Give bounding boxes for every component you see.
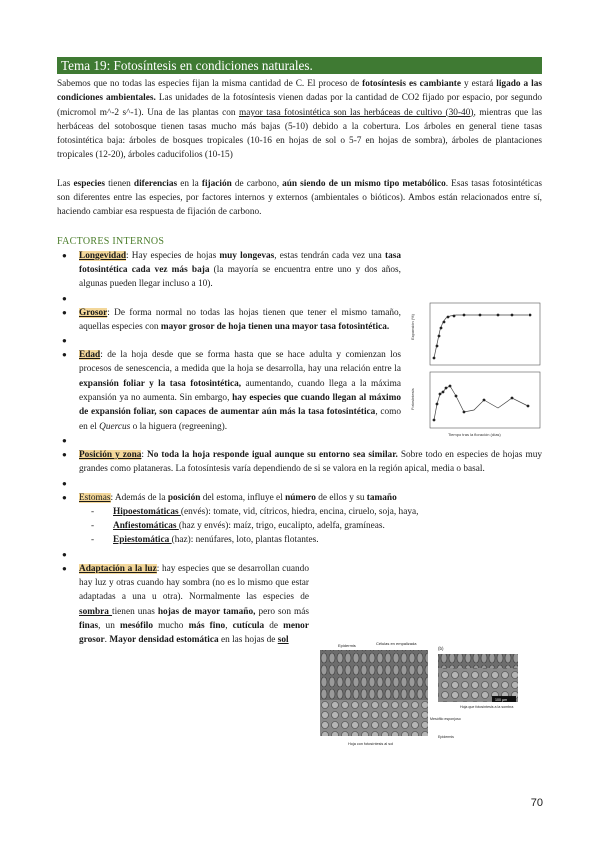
text: mayor grosor de hoja tienen una mayor tasa fotosintética.: [160, 321, 390, 332]
text: Sobre todo en especies de hojas muy grandes como plataneras. La fotosíntesis varía dependiendo de si se valora en la región apical, media o basal.: [79, 449, 542, 475]
text: Las: [57, 178, 74, 189]
text: de ellos y su: [315, 492, 367, 503]
text: : De forma normal no todas las hojas tienen que tener el mismo tamaño, aquellas especies con: [79, 307, 401, 332]
text: Mayor densidad estomática: [109, 635, 219, 646]
point: [443, 321, 446, 324]
text: aún siendo de un mismo tipo metabólico: [282, 178, 446, 189]
text: en la: [177, 178, 202, 189]
text: hojas de mayor tamaño,: [157, 606, 256, 617]
stomata-type: [91, 505, 542, 519]
point: [433, 357, 436, 360]
label-palisade: Células en empalizada: [376, 641, 417, 646]
text: . Esas tasas fotosintéticas son diferentes entre las especies, por factores internos y externos (ambientales o bióticos). Ambos están relacionados entre sí, haciendo cambiar esa respuesta de fijación de carbono.: [57, 178, 543, 218]
point: [436, 403, 439, 406]
text: hay especies que cuando llegan al máximo de expansión foliar, son capaces de aumentar aún más la tasa fotosintética: [79, 393, 401, 418]
text: cutícula: [232, 620, 265, 631]
list-item-longevidad: [57, 249, 401, 292]
text: aumentando, cuando llega a la máxima expansión ya no aumenta. Sin embargo,: [79, 378, 401, 404]
point: [463, 411, 466, 414]
text: expansión foliar y la tasa fotosintética,: [79, 378, 242, 389]
point: [438, 335, 441, 338]
text: : de la hoja desde que se forma hasta que se hace adulta y comienzan los procesos de senescencia, a medida que la hoja se desarrolla, hay una relación entre la: [79, 350, 401, 375]
text: : hay especies que se desarrollan cuando hay luz y otras cuando hay sombra (no es lo mismo que estar adaptadas a una u otra). Normalmente las especies de: [79, 563, 309, 603]
point: [479, 314, 482, 317]
point: [445, 387, 448, 390]
point: [497, 314, 500, 317]
plot-frame: [430, 303, 540, 365]
text: tasa fotosintética cada vez más baja: [79, 250, 401, 275]
text: y estará: [461, 79, 497, 89]
text: menor grosor: [79, 620, 309, 646]
text: fotosíntesis es cambiante: [362, 79, 462, 89]
term: Edad: [79, 350, 101, 361]
label-b: (b): [438, 646, 444, 651]
text: Sabemos que no todas las especies fijan la misma cantidad de C. El proceso de: [57, 79, 363, 89]
text: (haz y envés): maíz, trigo, eucalipto, adelfa, gramíneas.: [178, 521, 385, 532]
text: : Además de la: [110, 492, 168, 503]
text: ,: [225, 620, 233, 631]
text: diferencias: [133, 178, 178, 189]
label-scale: 100 µm: [495, 698, 508, 702]
text: sol: [277, 635, 289, 646]
text: .: [104, 635, 110, 646]
term: Grosor: [79, 307, 108, 318]
text: , mientras que las herbáceas del sotobosque tienen tasas mucho más bajas (5-10) debido a la cobertura. Los árboles en general tiene tasas fotosintética baja: árboles de bosques tropicales (10-16 en hojas de sol o 5-7 en hojas de sombra), árboles de plantaciones tropicales (12-20), árboles caducifolios (10-15): [57, 107, 542, 161]
leaf-expansion-figure: [408, 300, 543, 440]
text: posición: [167, 492, 201, 503]
stomata-type: [91, 533, 542, 547]
points: [433, 314, 532, 360]
curve: [434, 386, 528, 420]
point: [511, 397, 514, 400]
text: tienen unas: [112, 606, 158, 617]
intro-paragraph-1: [57, 77, 542, 163]
text: , estas tendrán cada vez una: [274, 250, 385, 261]
text: fijación: [201, 178, 232, 189]
axis-label-y2: Fotosíntesis: [410, 388, 415, 410]
point: [433, 419, 436, 422]
term: Adaptación a la luz: [79, 563, 157, 574]
text: :: [141, 449, 148, 460]
point: [453, 315, 456, 318]
spacer: [57, 477, 542, 491]
point: [440, 327, 443, 330]
text: (haz): nenúfares, loto, plantas flotantes.: [171, 535, 319, 546]
stomata-types: [79, 505, 542, 548]
text: en las hojas de: [218, 635, 278, 646]
text: mesófilo: [119, 620, 154, 631]
point: [442, 391, 445, 394]
text: , un: [98, 620, 120, 631]
point: [436, 345, 439, 348]
text: pero son más: [255, 606, 309, 617]
axis-label-x: Tiempo tras la floración (días): [448, 432, 501, 437]
text: especies: [73, 178, 106, 189]
leaf-micrograph-figure: [320, 640, 520, 750]
text: Quercus: [99, 421, 131, 432]
point: [449, 385, 452, 388]
sun-leaf-spongy: [320, 700, 428, 736]
text: tamaño: [366, 492, 397, 503]
lower-plot: [410, 372, 540, 437]
label-mesophyll: Mesófilo esponjoso: [430, 717, 461, 721]
text: sombra: [79, 606, 113, 617]
text: mucho: [153, 620, 189, 631]
term: Longevidad: [79, 250, 127, 261]
text: número: [285, 492, 316, 503]
text: tienen: [105, 178, 134, 189]
stomata-type: [91, 519, 542, 533]
text: muy longevas: [219, 250, 275, 261]
label-sun-leaf: Hoja con fotosíntesis al sol: [348, 742, 394, 746]
list-item-posicion: [57, 448, 542, 477]
intro-paragraph-2: [57, 177, 542, 220]
upper-plot: [410, 303, 540, 365]
point: [529, 314, 532, 317]
text: mayor tasa fotosintética son las herbáceas de cultivo (30-40): [239, 107, 474, 118]
text: Epiestomática: [113, 535, 172, 546]
term: Estomas: [79, 492, 111, 503]
point: [447, 316, 450, 319]
text: (envés): tomate, vid, cítricos, hiedra, encina, ciruelo, soja, haya,: [180, 506, 419, 517]
text: Hipoestomáticas: [113, 506, 181, 517]
text: (la mayoría se encuentra entre uno y dos años, algunas pueden llegar incluso a 10).: [79, 264, 401, 290]
text: , como en el: [79, 407, 401, 432]
point: [439, 393, 442, 396]
text: No toda la hoja responde igual aunque su entorno sea similar.: [147, 449, 398, 460]
shade-leaf-palisade: [438, 654, 518, 668]
point: [455, 395, 458, 398]
text: de carbono,: [231, 178, 283, 189]
point: [511, 314, 514, 317]
text: Anfiestomáticas: [113, 521, 179, 532]
section-heading: FACTORES INTERNOS: [57, 235, 165, 247]
list-item-grosor: [57, 306, 401, 335]
point: [527, 405, 530, 408]
text: : Hay especies de hojas: [126, 250, 220, 261]
list-item-estomas: [57, 491, 542, 548]
text: de: [264, 620, 284, 631]
text: Las unidades de la fotosíntesis vienen dadas por la cantidad de CO2 fijado por espacio, por segundo (micromol m^-2 s^-1). Una de las plantas con: [57, 93, 543, 118]
text: finas: [79, 620, 99, 631]
text: más fino: [188, 620, 226, 631]
label-shade-leaf: Hoja que fotosíntesis a la sombra: [460, 705, 514, 709]
page-title: Tema 19: Fotosíntesis en condiciones naturales.: [57, 57, 542, 74]
page-number: 70: [530, 797, 543, 809]
curve: [434, 315, 528, 358]
point: [483, 399, 486, 402]
axis-label-y1: Expansión (%): [410, 313, 415, 340]
term: Posición y zona: [79, 449, 142, 460]
text: ligado a las condiciones ambientales.: [57, 79, 542, 104]
label-epidermis: Epidermis: [338, 643, 356, 648]
list-item-edad: [57, 348, 401, 434]
text: del estoma, influye el: [200, 492, 286, 503]
point: [463, 314, 466, 317]
text: o la higuera (regreening).: [130, 421, 228, 432]
spacer: [57, 548, 542, 562]
label-epidermis-2: Epidermis: [438, 735, 454, 739]
list-item-adaptacion: [57, 562, 309, 648]
